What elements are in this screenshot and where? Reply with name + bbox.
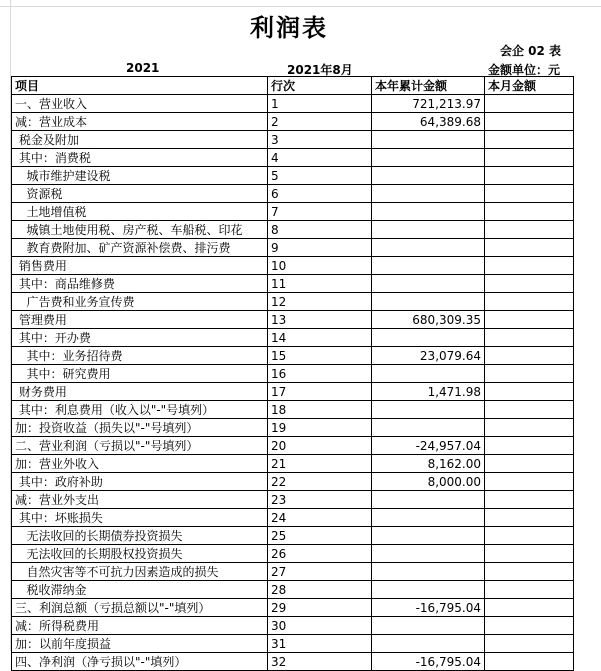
- row-ytd-cell[interactable]: [372, 293, 485, 311]
- row-month-cell[interactable]: [485, 167, 574, 185]
- form-number: 会企 02 表: [500, 44, 562, 58]
- row-line-no-cell[interactable]: 26: [268, 545, 372, 563]
- row-line-no-cell[interactable]: 13: [268, 311, 372, 329]
- row-item-cell[interactable]: 加：营业外收入: [12, 455, 268, 473]
- row-ytd-cell[interactable]: [372, 635, 485, 653]
- table-row: [12, 653, 574, 671]
- row-month-cell[interactable]: [485, 293, 574, 311]
- row-item-cell[interactable]: 教育费附加、矿产资源补偿费、排污费: [12, 239, 268, 257]
- row-month-cell[interactable]: [485, 149, 574, 167]
- row-line-no-cell[interactable]: 3: [268, 131, 372, 149]
- row-month-cell[interactable]: [485, 239, 574, 257]
- column-header-line-no[interactable]: 行次: [268, 77, 372, 95]
- table-row: [12, 599, 574, 617]
- row-line-no-cell[interactable]: 18: [268, 401, 372, 419]
- row-item-cell[interactable]: 其中：政府补助: [12, 473, 268, 491]
- row-ytd-cell[interactable]: [372, 185, 485, 203]
- row-ytd-cell[interactable]: [372, 581, 485, 599]
- row-line-no-cell[interactable]: 15: [268, 347, 372, 365]
- row-line-no-cell[interactable]: 10: [268, 257, 372, 275]
- row-ytd-cell[interactable]: [372, 401, 485, 419]
- row-ytd-cell[interactable]: [372, 221, 485, 239]
- row-month-cell[interactable]: [485, 275, 574, 293]
- row-ytd-cell[interactable]: 8,000.00: [372, 473, 485, 491]
- row-line-no-cell[interactable]: 30: [268, 617, 372, 635]
- row-ytd-cell[interactable]: [372, 149, 485, 167]
- row-ytd-cell[interactable]: [372, 617, 485, 635]
- row-month-cell[interactable]: [485, 221, 574, 239]
- row-line-no-cell[interactable]: 32: [268, 653, 372, 671]
- row-line-no-cell[interactable]: 17: [268, 383, 372, 401]
- row-ytd-cell[interactable]: [372, 275, 485, 293]
- row-month-cell[interactable]: [485, 383, 574, 401]
- row-line-no-cell[interactable]: 19: [268, 419, 372, 437]
- row-month-cell[interactable]: [485, 113, 574, 131]
- table-row: [12, 545, 574, 563]
- row-item-cell[interactable]: 税金及附加: [12, 131, 268, 149]
- table-row: [12, 203, 574, 221]
- amount-unit: 金额单位：元: [488, 63, 561, 77]
- table-row: [12, 257, 574, 275]
- row-item-cell[interactable]: 其中：开办费: [12, 329, 268, 347]
- table-row: [12, 509, 574, 527]
- row-item-cell[interactable]: 无法收回的长期股权投资损失: [12, 545, 268, 563]
- row-line-no-cell[interactable]: 1: [268, 95, 372, 113]
- row-item-cell[interactable]: 其中：业务招待费: [12, 347, 268, 365]
- row-ytd-cell[interactable]: [372, 419, 485, 437]
- row-line-no-cell[interactable]: 31: [268, 635, 372, 653]
- table-row: [12, 239, 574, 257]
- row-line-no-cell[interactable]: 29: [268, 599, 372, 617]
- row-item-cell[interactable]: 减：营业成本: [12, 113, 268, 131]
- row-line-no-cell[interactable]: 27: [268, 563, 372, 581]
- row-month-cell[interactable]: [485, 635, 574, 653]
- row-month-cell[interactable]: [485, 95, 574, 113]
- row-ytd-cell[interactable]: 680,309.35: [372, 311, 485, 329]
- row-item-cell[interactable]: 城市维护建设税: [12, 167, 268, 185]
- row-item-cell[interactable]: 财务费用: [12, 383, 268, 401]
- report-title: 利润表: [250, 13, 328, 42]
- row-line-no-cell[interactable]: 2: [268, 113, 372, 131]
- row-line-no-cell[interactable]: 25: [268, 527, 372, 545]
- row-month-cell[interactable]: [485, 581, 574, 599]
- row-item-cell[interactable]: 加：以前年度损益: [12, 635, 268, 653]
- row-month-cell[interactable]: [485, 401, 574, 419]
- row-ytd-cell[interactable]: -16,795.04: [372, 653, 485, 671]
- table-row: [12, 383, 574, 401]
- row-header-strip: [0, 0, 11, 651]
- row-item-cell[interactable]: 土地增值税: [12, 203, 268, 221]
- row-month-cell[interactable]: [485, 329, 574, 347]
- row-month-cell[interactable]: [485, 257, 574, 275]
- table-row: [12, 401, 574, 419]
- row-ytd-cell[interactable]: 1,471.98: [372, 383, 485, 401]
- row-ytd-cell[interactable]: 64,389.68: [372, 113, 485, 131]
- row-ytd-cell[interactable]: [372, 203, 485, 221]
- row-line-no-cell[interactable]: 14: [268, 329, 372, 347]
- row-line-no-cell[interactable]: 11: [268, 275, 372, 293]
- table-header-row: [12, 77, 574, 95]
- row-month-cell[interactable]: [485, 455, 574, 473]
- table-row: [12, 527, 574, 545]
- row-item-cell[interactable]: 二、营业利润（亏损以"-"号填列）: [12, 437, 268, 455]
- column-header-month[interactable]: 本月金额: [485, 77, 574, 95]
- row-ytd-cell[interactable]: [372, 239, 485, 257]
- row-item-cell[interactable]: 四、净利润（净亏损以"-"填列）: [12, 653, 268, 671]
- row-line-no-cell[interactable]: 20: [268, 437, 372, 455]
- table-row: [12, 635, 574, 653]
- column-header-item[interactable]: 项目: [12, 77, 268, 95]
- row-item-cell[interactable]: 其中：利息费用（收入以"-"号填列）: [12, 401, 268, 419]
- row-ytd-cell[interactable]: 721,213.97: [372, 95, 485, 113]
- row-item-cell[interactable]: 其中：研究费用: [12, 365, 268, 383]
- row-month-cell[interactable]: [485, 203, 574, 221]
- row-item-cell[interactable]: 无法收回的长期债券投资损失: [12, 527, 268, 545]
- table-row: [12, 563, 574, 581]
- row-item-cell[interactable]: 减：所得税费用: [12, 617, 268, 635]
- row-ytd-cell[interactable]: [372, 329, 485, 347]
- table-row: [12, 419, 574, 437]
- row-line-no-cell[interactable]: 21: [268, 455, 372, 473]
- row-month-cell[interactable]: [485, 545, 574, 563]
- row-ytd-cell[interactable]: [372, 365, 485, 383]
- row-ytd-cell[interactable]: [372, 509, 485, 527]
- column-header-ytd[interactable]: 本年累计金额: [372, 77, 485, 95]
- row-month-cell[interactable]: [485, 419, 574, 437]
- row-item-cell[interactable]: 其中：坏账损失: [12, 509, 268, 527]
- row-item-cell[interactable]: 其中：商品维修费: [12, 275, 268, 293]
- row-ytd-cell[interactable]: [372, 491, 485, 509]
- row-month-cell[interactable]: [485, 185, 574, 203]
- table-row: [12, 347, 574, 365]
- column-header-strip: [0, 0, 601, 7]
- table-row: [12, 113, 574, 131]
- row-item-cell[interactable]: 销售费用: [12, 257, 268, 275]
- row-item-cell[interactable]: 一、营业收入: [12, 95, 268, 113]
- row-line-no-cell[interactable]: 8: [268, 221, 372, 239]
- row-line-no-cell[interactable]: 9: [268, 239, 372, 257]
- table-row: [12, 491, 574, 509]
- row-ytd-cell[interactable]: [372, 545, 485, 563]
- row-line-no-cell[interactable]: 5: [268, 167, 372, 185]
- row-month-cell[interactable]: [485, 527, 574, 545]
- table-row: [12, 329, 574, 347]
- row-item-cell[interactable]: 三、利润总额（亏损总额以"-"填列）: [12, 599, 268, 617]
- table-row: [12, 293, 574, 311]
- table-row: [12, 473, 574, 491]
- row-item-cell[interactable]: 加：投资收益（损失以"-"号填列）: [12, 419, 268, 437]
- table-row: [12, 131, 574, 149]
- row-item-cell[interactable]: 自然灾害等不可抗力因素造成的损失: [12, 563, 268, 581]
- table-row: [12, 149, 574, 167]
- period-label: 2021年8月: [287, 63, 353, 77]
- row-line-no-cell[interactable]: 24: [268, 509, 372, 527]
- row-month-cell[interactable]: [485, 365, 574, 383]
- table-row: [12, 95, 574, 113]
- row-month-cell[interactable]: [485, 617, 574, 635]
- row-month-cell[interactable]: [485, 509, 574, 527]
- row-month-cell[interactable]: [485, 131, 574, 149]
- row-line-no-cell[interactable]: 6: [268, 185, 372, 203]
- row-ytd-cell[interactable]: [372, 563, 485, 581]
- table-row: [12, 455, 574, 473]
- row-month-cell[interactable]: [485, 347, 574, 365]
- table-row: [12, 365, 574, 383]
- row-line-no-cell[interactable]: 16: [268, 365, 372, 383]
- row-month-cell[interactable]: [485, 437, 574, 455]
- table-row: [12, 617, 574, 635]
- row-item-cell[interactable]: 资源税: [12, 185, 268, 203]
- row-ytd-cell[interactable]: [372, 167, 485, 185]
- row-month-cell[interactable]: [485, 311, 574, 329]
- row-item-cell[interactable]: 减：营业外支出: [12, 491, 268, 509]
- row-month-cell[interactable]: [485, 491, 574, 509]
- income-statement-table: [11, 76, 574, 671]
- row-line-no-cell[interactable]: 22: [268, 473, 372, 491]
- row-line-no-cell[interactable]: 28: [268, 581, 372, 599]
- row-ytd-cell[interactable]: [372, 257, 485, 275]
- row-ytd-cell[interactable]: 8,162.00: [372, 455, 485, 473]
- row-item-cell[interactable]: 广告费和业务宣传费: [12, 293, 268, 311]
- row-ytd-cell[interactable]: [372, 527, 485, 545]
- row-month-cell[interactable]: [485, 563, 574, 581]
- row-ytd-cell[interactable]: [372, 131, 485, 149]
- row-line-no-cell[interactable]: 12: [268, 293, 372, 311]
- row-item-cell[interactable]: 管理费用: [12, 311, 268, 329]
- row-ytd-cell[interactable]: 23,079.64: [372, 347, 485, 365]
- row-line-no-cell[interactable]: 23: [268, 491, 372, 509]
- table-row: [12, 221, 574, 239]
- year-label: 2021: [126, 61, 160, 75]
- table-row: [12, 275, 574, 293]
- table-row: [12, 581, 574, 599]
- row-month-cell[interactable]: [485, 653, 574, 671]
- table-row: [12, 167, 574, 185]
- table-row: [12, 311, 574, 329]
- row-line-no-cell[interactable]: 7: [268, 203, 372, 221]
- row-line-no-cell[interactable]: 4: [268, 149, 372, 167]
- row-item-cell[interactable]: 其中：消费税: [12, 149, 268, 167]
- table-row: [12, 185, 574, 203]
- row-ytd-cell[interactable]: -24,957.04: [372, 437, 485, 455]
- row-item-cell[interactable]: 城镇土地使用税、房产税、车船税、印花: [12, 221, 268, 239]
- row-month-cell[interactable]: [485, 599, 574, 617]
- table-row: [12, 437, 574, 455]
- row-ytd-cell[interactable]: -16,795.04: [372, 599, 485, 617]
- row-month-cell[interactable]: [485, 473, 574, 491]
- row-item-cell[interactable]: 税收滞纳金: [12, 581, 268, 599]
